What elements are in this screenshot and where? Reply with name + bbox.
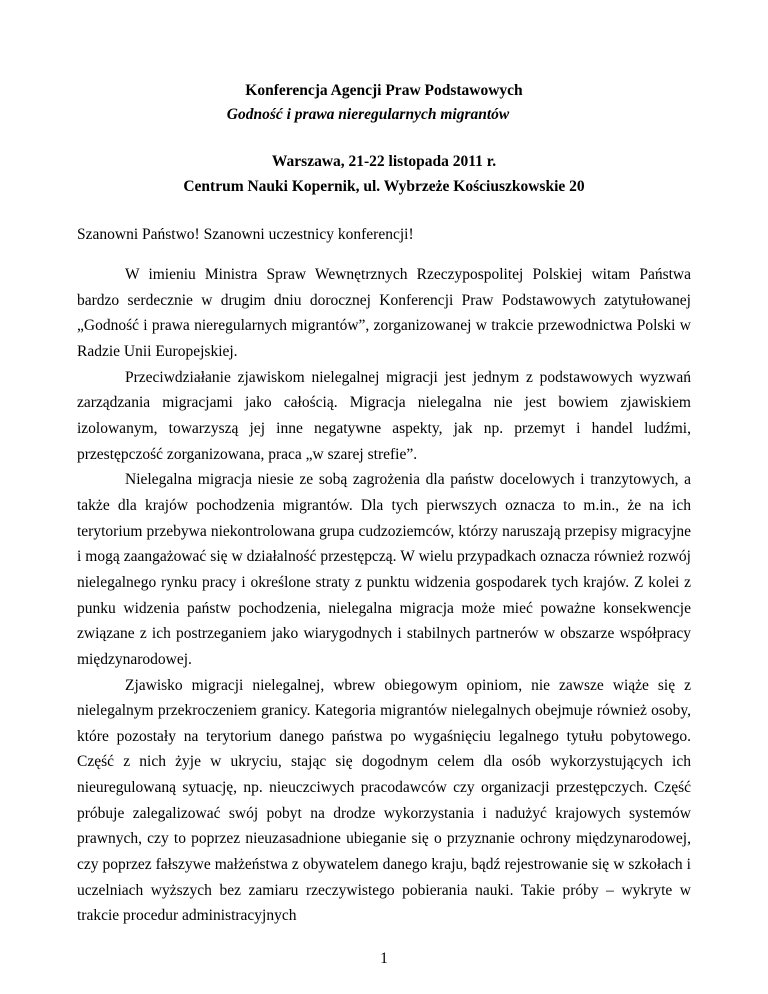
- paragraph: Zjawisko migracji nielegalnej, wbrew obiegowym opiniom, nie zawsze wiąże się z nielegalnym przekroczeniem granicy. Kategoria migrantów nielegalnych obejmuje również osoby, które pozostały na terytorium danego państwa po wygaśnięciu legalnego tytułu pobytowego. Część z nich żyje w ukryciu, stając się dogodnym celem dla osób wykorzystujących ich nieuregulowaną sytuację, np. nieuczciwych pracodawców czy organizacji przestępczych. Część próbuje zalegalizować swój pobyt na drodze wykorzystania i nadużyć krajowych systemów prawnych, czy to poprzez nieuzasadnione ubieganie się o przyznanie ochrony międzynarodowej, czy poprzez fałszywe małżeństwa z obywatelem danego kraju, bądź rejestrowanie się w szkołach i uczelniach wyższych bez zamiaru rzeczywistego pobierania nauki. Takie próby – wykryte w trakcie procedur administracyjnych: [77, 676, 691, 925]
- conference-venue: Centrum Nauki Kopernik, ul. Wybrzeże Kościuszkowskie 20: [183, 178, 585, 195]
- paragraph: Nielegalna migracja niesie ze sobą zagrożenia dla państw docelowych i tranzytowych, a także dla krajów pochodzenia migrantów. Dla tych pierwszych oznacza to m.in., że na ich terytorium przebywa niekontrolowana grupa cudzoziemców, którzy naruszają przepisy migracyjne i mogą zaangażować się w działalność przestępczą. W wielu przypadkach oznacza również rozwój nielegalnego rynku pracy i określone straty z punktu widzenia gospodarek tych krajów. Z kolei z punku widzenia państw pochodzenia, nielegalna migracja może mieć poważne konsekwencje związane z ich postrzeganiem jako wiarygodnych i stabilnych partnerów w obszarze współpracy międzynarodowej.: [77, 471, 691, 668]
- conference-date: Warszawa, 21-22 listopada 2011 r.: [271, 153, 497, 170]
- paragraph: W imieniu Ministra Spraw Wewnętrznych Rzeczypospolitej Polskiej witam Państwa bardzo serdecznie w drugim dniu dorocznej Konferencji Praw Podstawowych zatytułowanej „Godność i prawa nieregularnych migrantów”, zorganizowanej w trakcie przewodnictwa Polski w Radzie Unii Europejskiej.: [77, 266, 691, 360]
- conference-title: Konferencja Agencji Praw Podstawowych: [245, 82, 523, 99]
- salutation: Szanowni Państwo! Szanowni uczestnicy konferencji!: [77, 226, 414, 243]
- page-number: 1: [380, 950, 388, 967]
- body-text: [77, 262, 691, 929]
- conference-subtitle: Godność i prawa nieregularnych migrantów: [226, 106, 510, 123]
- paragraph: Przeciwdziałanie zjawiskom nielegalnej migracji jest jednym z podstawowych wyzwań zarządzania migracjami jako całością. Migracja nielegalna nie jest bowiem zjawiskiem izolowanym, towarzyszą jej inne negatywne aspekty, jak np. przemyt i handel ludźmi, przestępczość zorganizowana, praca „w szarej strefie”.: [77, 368, 691, 463]
